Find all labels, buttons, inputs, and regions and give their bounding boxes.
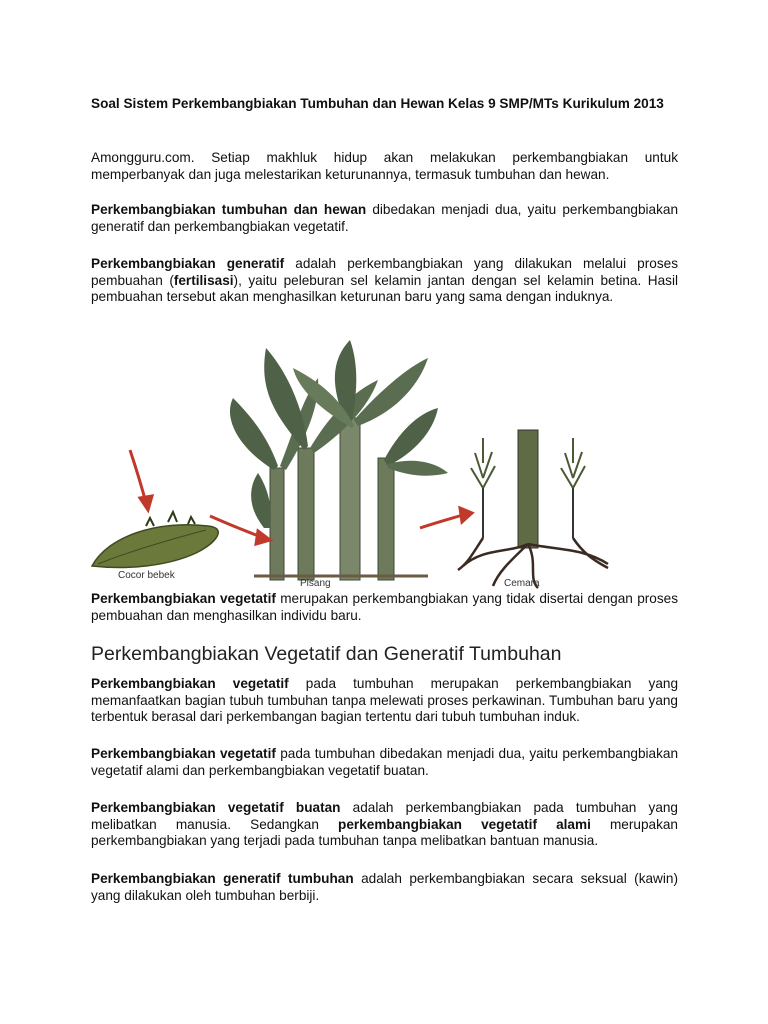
bold-term: Perkembangbiakan vegetatif buatan	[91, 800, 341, 815]
paragraph-generatif	[91, 256, 678, 306]
bold-term: Perkembangbiakan vegetatif	[91, 676, 289, 691]
paragraph-text: ), yaitu peleburan sel kelamin jantan dengan sel kelamin betina. Hasil pembuahan tersebut akan menghasilkan keturunan baru yang sama dengan induknya.	[91, 272, 678, 304]
pisang-plant	[230, 340, 448, 580]
bold-term: Perkembangbiakan vegetatif	[91, 746, 276, 761]
caption-cemara: Cemara	[504, 578, 540, 589]
bold-term: perkembangbiakan vegetatif alami	[338, 816, 591, 832]
section-heading: Perkembangbiakan Vegetatif dan Generatif Tumbuhan	[91, 643, 562, 665]
cocor-bebek-leaf	[92, 512, 218, 567]
paragraph-generatif-tumbuhan	[91, 871, 678, 904]
paragraph-buatan-alami	[91, 800, 678, 850]
paragraph-text: merupakan perkembangbiakan yang tidak disertai dengan proses pembuahan dan menghasilkan individu baru.	[91, 591, 678, 623]
bold-term: Perkembangbiakan vegetatif	[91, 591, 276, 606]
paragraph-text: adalah perkembangbiakan secara seksual (kawin) yang dilakukan oleh tumbuhan berbiji.	[91, 871, 678, 903]
plant-illustration	[88, 338, 648, 590]
paragraph-vegetatif	[91, 591, 678, 624]
bold-term: fertilisasi	[173, 272, 234, 288]
caption-pisang: Pisang	[300, 578, 331, 589]
caption-cocor-bebek: Cocor bebek	[118, 570, 175, 581]
bold-term: Perkembangbiakan generatif tumbuhan	[91, 871, 354, 886]
bold-term: Perkembangbiakan generatif	[91, 256, 285, 271]
cemara-plant	[458, 430, 608, 588]
paragraph-types	[91, 202, 678, 235]
paragraph-text: dibedakan menjadi dua, yaitu perkembangbiakan generatif dan perkembangbiakan vegetatif.	[91, 202, 679, 234]
paragraph-vegetatif-types	[91, 746, 678, 779]
page-title: Soal Sistem Perkembangbiakan Tumbuhan dan Hewan Kelas 9 SMP/MTs Kurikulum 2013	[91, 96, 664, 111]
paragraph-text: pada tumbuhan dibedakan menjadi dua, yaitu perkembangbiakan vegetatif alami dan perkembangbiakan vegetatif buatan.	[91, 746, 678, 778]
paragraph-text: adalah perkembangbiakan pada tumbuhan yang melibatkan manusia. Sedangkan	[91, 800, 678, 832]
bold-term: Perkembangbiakan tumbuhan dan hewan	[91, 202, 367, 217]
paragraph-vegetatif-detail	[91, 676, 678, 726]
paragraph-text: pada tumbuhan merupakan perkembangbiakan yang memanfaatkan bagian tubuh tumbuhan tanpa melewati proses perkawinan. Tumbuhan baru yang terbentuk berasal dari perkembangan bagian tertentu dari tubuh tumbuhan induk.	[91, 676, 678, 724]
paragraph-intro: Amongguru.com. Setiap makhluk hidup akan melakukan perkembangbiakan untuk memperbanyak dan juga melestarikan keturunannya, termasuk tumbuhan dan hewan.	[91, 150, 678, 182]
paragraph-text: adalah perkembangbiakan yang dilakukan melalui proses pembuahan (	[91, 256, 678, 288]
paragraph-text: merupakan perkembangbiakan yang terjadi pada tumbuhan tanpa melibatkan bantuan manusia.	[91, 816, 678, 848]
